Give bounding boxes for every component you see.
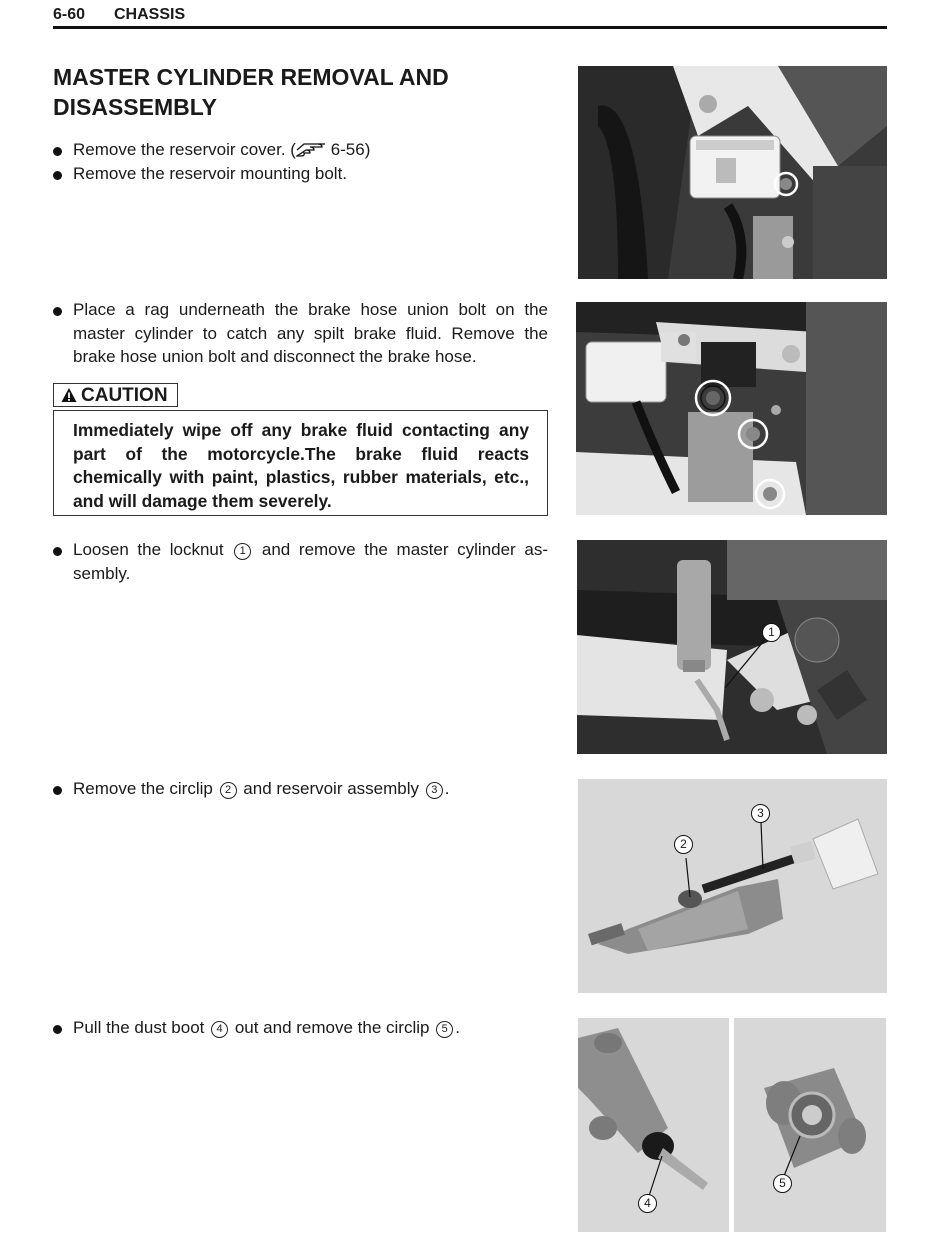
caution-label: CAUTION — [53, 383, 178, 407]
bullet-dot — [53, 786, 62, 795]
photo-reservoir-mounting — [578, 66, 887, 279]
page-number: 6-60 — [53, 6, 86, 23]
bullet-dot — [53, 307, 62, 316]
page-header — [53, 4, 887, 29]
callout-5: 5 — [773, 1174, 792, 1193]
step-loosen-locknut: Loosen the locknut 1 and remove the master cylinder as-sembly. — [53, 538, 548, 585]
step-remove-reservoir-cover: Remove the reservoir cover. ( 6-56) — [53, 138, 548, 165]
callout-number: 1 — [234, 543, 251, 560]
section-title: CHASSIS — [114, 6, 186, 23]
bullet-dot — [53, 147, 62, 156]
callout-4: 4 — [638, 1194, 657, 1213]
photo-circlip-reservoir-assembly — [578, 779, 887, 993]
callout-3: 3 — [751, 804, 770, 823]
warning-triangle-icon — [61, 386, 77, 410]
step-remove-circlip-reservoir: Remove the circlip 2 and reservoir assembly 3 . — [53, 777, 548, 801]
step-disconnect-brake-hose: Place a rag underneath the brake hose union bolt on the master cylinder to catch any spilt brake fluid. Remove the brake hose union bolt and disconnect the brake hose. — [53, 298, 548, 369]
callout-1: 1 — [762, 623, 781, 642]
step-pull-dust-boot: Pull the dust boot 4 out and remove the circlip 5 . — [53, 1016, 548, 1040]
photo-brake-hose-union — [576, 302, 887, 515]
bullet-dot — [53, 547, 62, 556]
step-remove-mounting-bolt: Remove the reservoir mounting bolt. — [53, 162, 548, 186]
callout-number: 3 — [426, 782, 443, 799]
callout-2: 2 — [674, 835, 693, 854]
photo-dust-boot — [578, 1018, 729, 1232]
page-title: MASTER CYLINDER REMOVAL AND DISASSEMBLY — [53, 64, 449, 120]
callout-number: 4 — [211, 1021, 228, 1038]
photo-circlip — [734, 1018, 886, 1232]
bullet-dot — [53, 1025, 62, 1034]
callout-number: 2 — [220, 782, 237, 799]
pointing-hand-icon — [296, 141, 326, 165]
caution-text: Immediately wipe off any brake fluid contacting any part of the motorcycle.The brake fluid reacts chemically with paint, plastics, rubber materials, etc., and will damage them severely. — [53, 410, 548, 516]
bullet-dot — [53, 171, 62, 180]
callout-number: 5 — [436, 1021, 453, 1038]
photo-master-cylinder-locknut — [577, 540, 887, 754]
